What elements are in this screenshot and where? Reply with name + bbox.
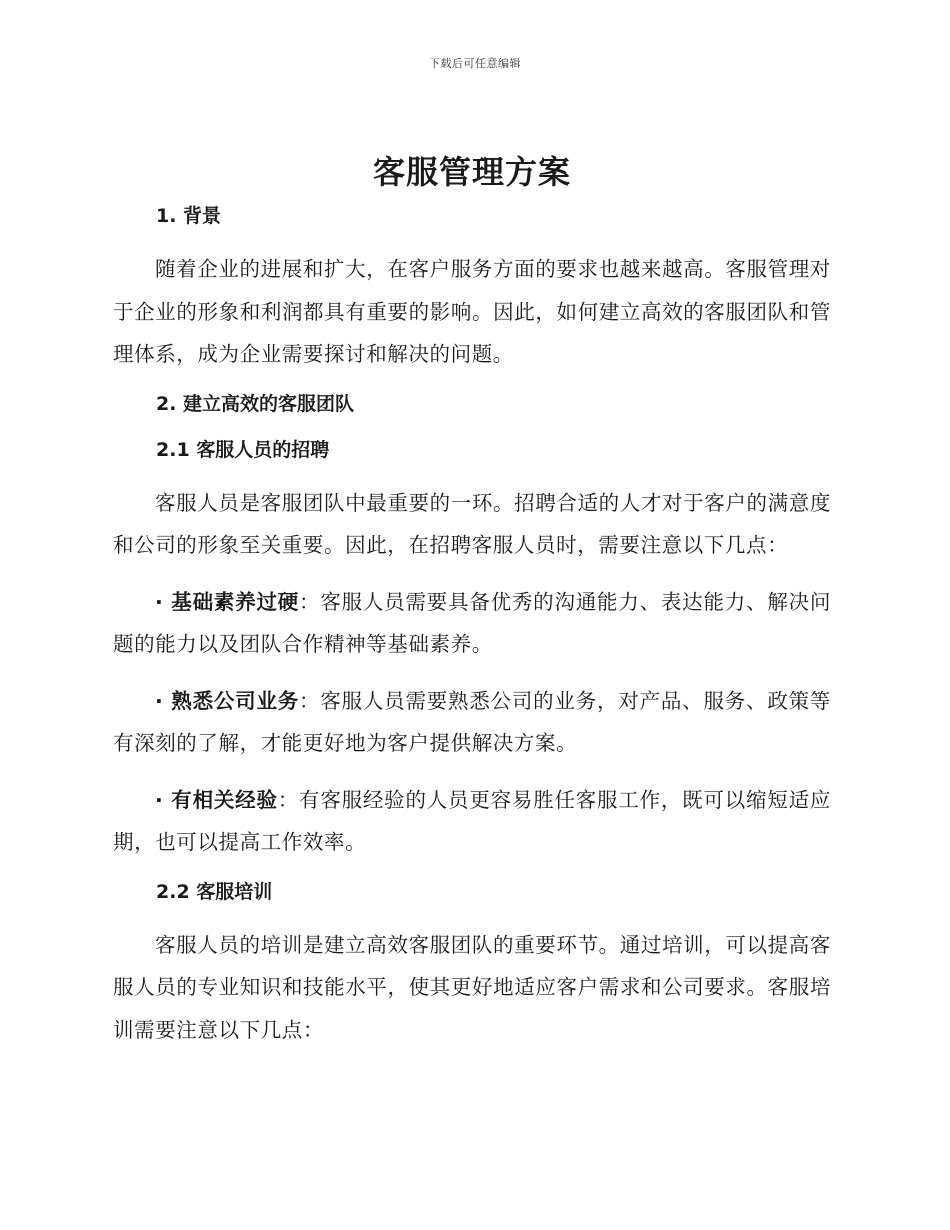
bullet-lead: · 熟悉公司业务	[155, 688, 300, 713]
training-paragraph: 客服人员的培训是建立高效客服团队的重要环节。通过培训，可以提高客服人员的专业知识和技能水平，使其更好地适应客户需求和公司要求。客服培训需要注意以下几点：	[113, 932, 831, 1042]
bullet-item	[113, 581, 831, 666]
bullet-text: ：客服人员需要熟悉公司的业务，对产品、服务、政策等有深刻的了解，才能更好地为客户提供解决方案。	[113, 688, 831, 755]
section-heading-background: 1. 背景	[156, 205, 222, 227]
bullet-item	[113, 680, 831, 765]
document-body	[113, 148, 831, 1051]
header-note: 下载后可任意编辑	[429, 57, 521, 70]
document-title: 客服管理方案	[372, 153, 571, 191]
background-paragraph: 随着企业的进展和扩大，在客户服务方面的要求也越来越高。客服管理对于企业的形象和利润都具有重要的影响。因此，如何建立高效的客服团队和管理体系，成为企业需要探讨和解决的问题。	[113, 257, 831, 366]
recruitment-paragraph: 客服人员是客服团队中最重要的一环。招聘合适的人才对于客户的满意度和公司的形象至关重要。因此，在招聘客服人员时，需要注意以下几点：	[113, 490, 831, 557]
section-heading-training: 2.2 客服培训	[156, 880, 273, 903]
bullet-lead: · 有相关经验	[155, 787, 278, 812]
section-heading-recruitment: 2.1 客服人员的招聘	[156, 438, 330, 461]
bullet-lead: · 基础素养过硬	[155, 589, 300, 614]
bullet-text: ：客服人员需要具备优秀的沟通能力、表达能力、解决问题的能力以及团队合作精神等基础素养。	[113, 589, 831, 656]
bullet-item	[113, 779, 831, 864]
section-heading-team: 2. 建立高效的客服团队	[156, 392, 355, 415]
bullet-text: ：有客服经验的人员更容易胜任客服工作，既可以缩短适应期，也可以提高工作效率。	[113, 787, 831, 854]
